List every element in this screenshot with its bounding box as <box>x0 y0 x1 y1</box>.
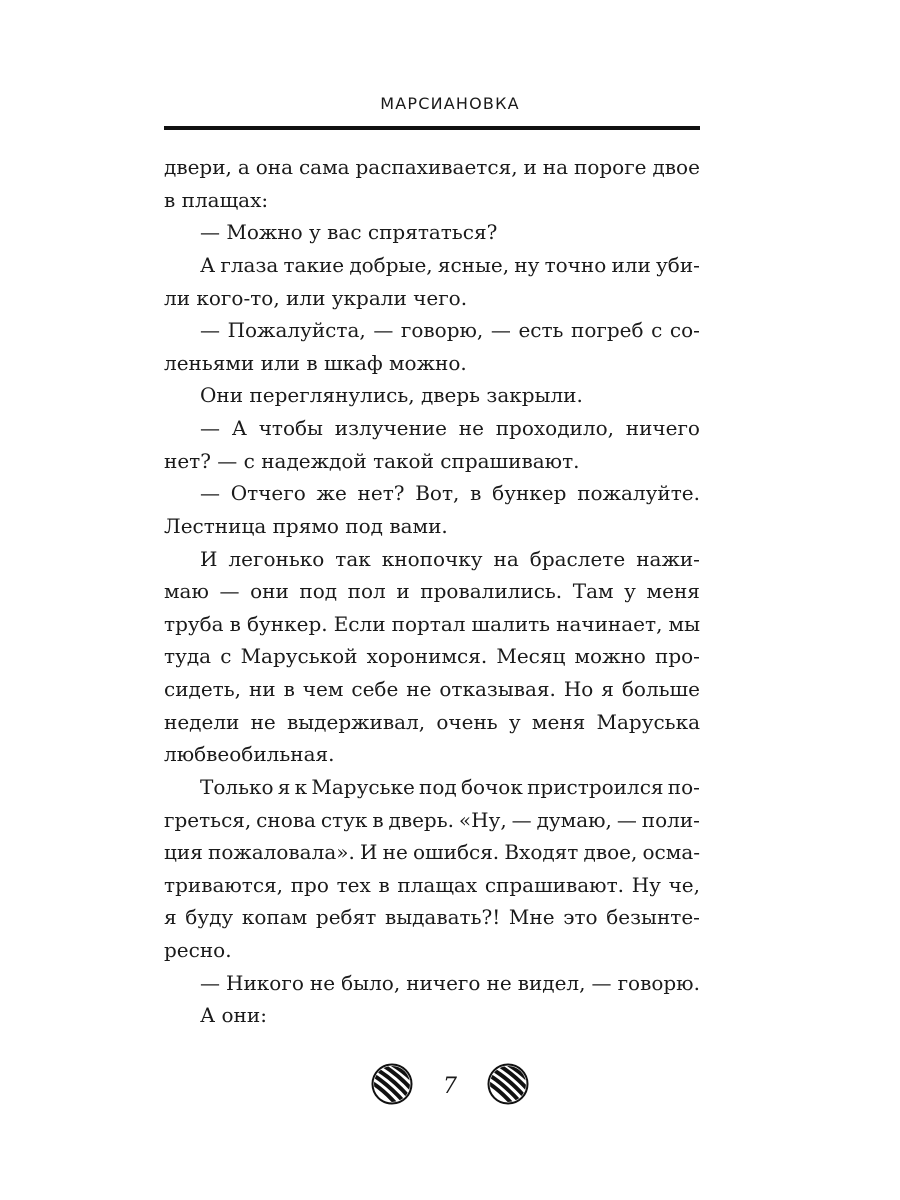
word: бочок <box>460 774 523 799</box>
word: спрашивают. <box>484 872 625 897</box>
word: — <box>373 318 394 343</box>
word: же <box>316 481 347 506</box>
word: говорю, <box>400 318 484 343</box>
word: греться, <box>164 807 252 832</box>
word: про <box>290 872 329 897</box>
word: так <box>335 546 371 571</box>
word: ция <box>164 840 203 865</box>
text-body <box>164 151 700 1032</box>
word: добрые, <box>349 252 433 277</box>
word: не <box>382 840 408 865</box>
word: не <box>250 709 276 734</box>
word: Пожалуйста, <box>227 318 366 343</box>
word: сама <box>298 155 350 179</box>
word: по- <box>667 774 700 799</box>
word: это <box>563 905 598 930</box>
word: мы <box>668 611 700 636</box>
word: на <box>493 546 519 571</box>
text-line <box>164 836 700 869</box>
word: «Ну, <box>458 807 507 832</box>
text-line: ресно. <box>164 938 232 962</box>
word: — <box>200 318 220 343</box>
word: Если <box>333 611 386 636</box>
word: снова <box>256 807 316 832</box>
folio <box>0 1064 900 1108</box>
word: говорю. <box>617 970 700 995</box>
word: не <box>309 970 336 995</box>
text-line <box>164 869 700 902</box>
page-number: 7 <box>443 1073 457 1099</box>
text-line: — Можно у вас спрятаться? <box>200 220 498 245</box>
word: А <box>231 416 247 440</box>
text-line <box>164 151 700 184</box>
word: я <box>601 677 614 701</box>
word: в <box>372 807 384 832</box>
word: ясные, <box>437 252 510 277</box>
word: я <box>164 905 177 930</box>
word: ничего <box>406 970 481 995</box>
word: можно <box>574 644 646 669</box>
word: Никого <box>226 970 304 995</box>
word: Входят <box>504 840 579 865</box>
text-line <box>164 901 700 934</box>
word: пристроился <box>527 774 664 799</box>
word: уби- <box>656 252 700 277</box>
word: в <box>229 611 241 636</box>
word: пожаловала». <box>207 840 355 865</box>
word: осма- <box>642 840 700 865</box>
word: выдерживал, <box>287 709 426 734</box>
word: на <box>542 155 569 179</box>
word: пороге <box>573 155 647 179</box>
word: к <box>294 774 308 799</box>
word: погреб <box>571 318 644 343</box>
word: И <box>360 840 378 865</box>
word: очень <box>436 709 498 734</box>
word: в <box>283 677 295 701</box>
word: есть <box>518 318 564 343</box>
word: туда <box>164 644 212 669</box>
text-line: А они: <box>200 1003 267 1028</box>
text-line <box>164 640 700 673</box>
watermelon-icon <box>487 1063 529 1109</box>
word: Маруське <box>311 774 415 799</box>
word: Вот, <box>415 481 460 506</box>
word: двое <box>652 155 700 179</box>
word: стук <box>320 807 368 832</box>
word: — <box>200 970 220 995</box>
text-line: ли кого-то, или украли чего. <box>164 285 468 310</box>
word: Мне <box>508 905 555 930</box>
running-head: МАРСИАНОВКА <box>380 94 520 113</box>
word: или <box>611 252 651 277</box>
word: ничего <box>625 416 700 440</box>
word: триваются, <box>164 872 284 897</box>
word: буду <box>185 905 234 930</box>
word: проходило, <box>495 416 614 440</box>
word: ни <box>248 677 276 701</box>
word: тех <box>336 872 371 897</box>
word: Ну <box>631 872 661 897</box>
word: и <box>523 155 537 179</box>
word: в <box>378 872 390 897</box>
text-line <box>164 412 700 445</box>
text-line: Лестница прямо под вами. <box>164 513 448 538</box>
word: сидеть, <box>164 677 241 701</box>
word: браслете <box>529 546 626 571</box>
word: начинает, <box>556 611 663 636</box>
word: она <box>255 155 294 179</box>
word: было, <box>341 970 401 995</box>
word: думаю, <box>536 807 612 832</box>
word: выдавать?! <box>384 905 501 930</box>
word: с <box>220 644 232 669</box>
word: под <box>299 579 338 604</box>
word: у <box>508 709 521 734</box>
word: в <box>470 481 482 506</box>
word: — <box>490 318 511 343</box>
word: И <box>200 546 218 571</box>
word: отказывая. <box>439 677 556 701</box>
text-line <box>164 314 700 347</box>
word: такие <box>283 252 345 277</box>
word: ну <box>514 252 540 277</box>
word: че, <box>668 872 700 897</box>
word: маю <box>164 579 209 604</box>
word: глаза <box>220 252 279 277</box>
text-line <box>164 804 700 837</box>
word: поли- <box>641 807 700 832</box>
word: я <box>277 774 291 799</box>
word: не <box>406 677 432 701</box>
word: плащах <box>397 872 478 897</box>
word: под <box>419 774 457 799</box>
word: бункер <box>492 481 567 506</box>
word: видел, <box>517 970 586 995</box>
word: провалились. <box>420 579 563 604</box>
word: про- <box>655 644 700 669</box>
word: труба <box>164 611 224 636</box>
word: портал <box>391 611 466 636</box>
word: Месяц <box>496 644 566 669</box>
word: меня <box>646 579 700 604</box>
word: чтобы <box>258 416 323 440</box>
text-line: леньями или в шкаф можно. <box>164 350 467 375</box>
word: пол <box>347 579 386 604</box>
word: Там <box>572 579 614 604</box>
word: бункер. <box>247 611 328 636</box>
text-line: в плащах: <box>164 187 269 212</box>
word: не <box>458 416 484 440</box>
text-line <box>164 608 700 641</box>
text-line: нет? — с надеждой такой спрашивают. <box>164 448 580 473</box>
word: Маруська <box>596 709 700 734</box>
word: чем <box>302 677 344 701</box>
word: копам <box>241 905 308 930</box>
word: двери, <box>164 155 232 179</box>
text-line <box>164 673 700 706</box>
word: недели <box>164 709 240 734</box>
word: Маруськой <box>240 644 358 669</box>
word: распахивается, <box>355 155 518 179</box>
word: пожалуйте. <box>577 481 700 506</box>
text-line: Они переглянулись, дверь закрыли. <box>200 383 583 408</box>
word: кнопочку <box>381 546 483 571</box>
word: Отчего <box>230 481 306 506</box>
word: себе <box>351 677 399 701</box>
text-line <box>164 543 700 576</box>
word: безынте- <box>606 905 700 930</box>
word: — <box>200 416 220 440</box>
text-line <box>164 771 700 804</box>
word: излучение <box>334 416 448 440</box>
word: — <box>200 481 220 506</box>
text-line <box>164 967 700 1000</box>
word: точно <box>544 252 607 277</box>
word: нет? <box>357 481 405 506</box>
word: ребят <box>315 905 377 930</box>
word: у <box>624 579 636 604</box>
text-line: любвеобильная. <box>164 742 335 767</box>
word: не <box>486 970 512 995</box>
word: Но <box>563 677 594 701</box>
text-line <box>164 706 700 739</box>
word: легонько <box>228 546 325 571</box>
word: хоронимся. <box>366 644 488 669</box>
word: со- <box>669 318 700 343</box>
word: А <box>200 252 216 277</box>
word: а <box>237 155 250 179</box>
word: — <box>591 970 612 995</box>
word: меня <box>531 709 586 734</box>
word: — <box>219 579 240 604</box>
word: и <box>396 579 410 604</box>
word: нажи- <box>636 546 700 571</box>
text-line <box>164 477 700 510</box>
word: Только <box>200 774 274 799</box>
text-line <box>164 575 700 608</box>
text-line <box>164 249 700 282</box>
watermelon-icon <box>371 1063 413 1109</box>
word: дверь. <box>388 807 454 832</box>
word: шалить <box>471 611 551 636</box>
word: — <box>616 807 637 832</box>
word: ошибся. <box>412 840 500 865</box>
word: они <box>250 579 289 604</box>
word: — <box>511 807 532 832</box>
word: с <box>651 318 663 343</box>
header-rule <box>164 126 700 130</box>
word: больше <box>621 677 700 701</box>
word: двое, <box>583 840 638 865</box>
